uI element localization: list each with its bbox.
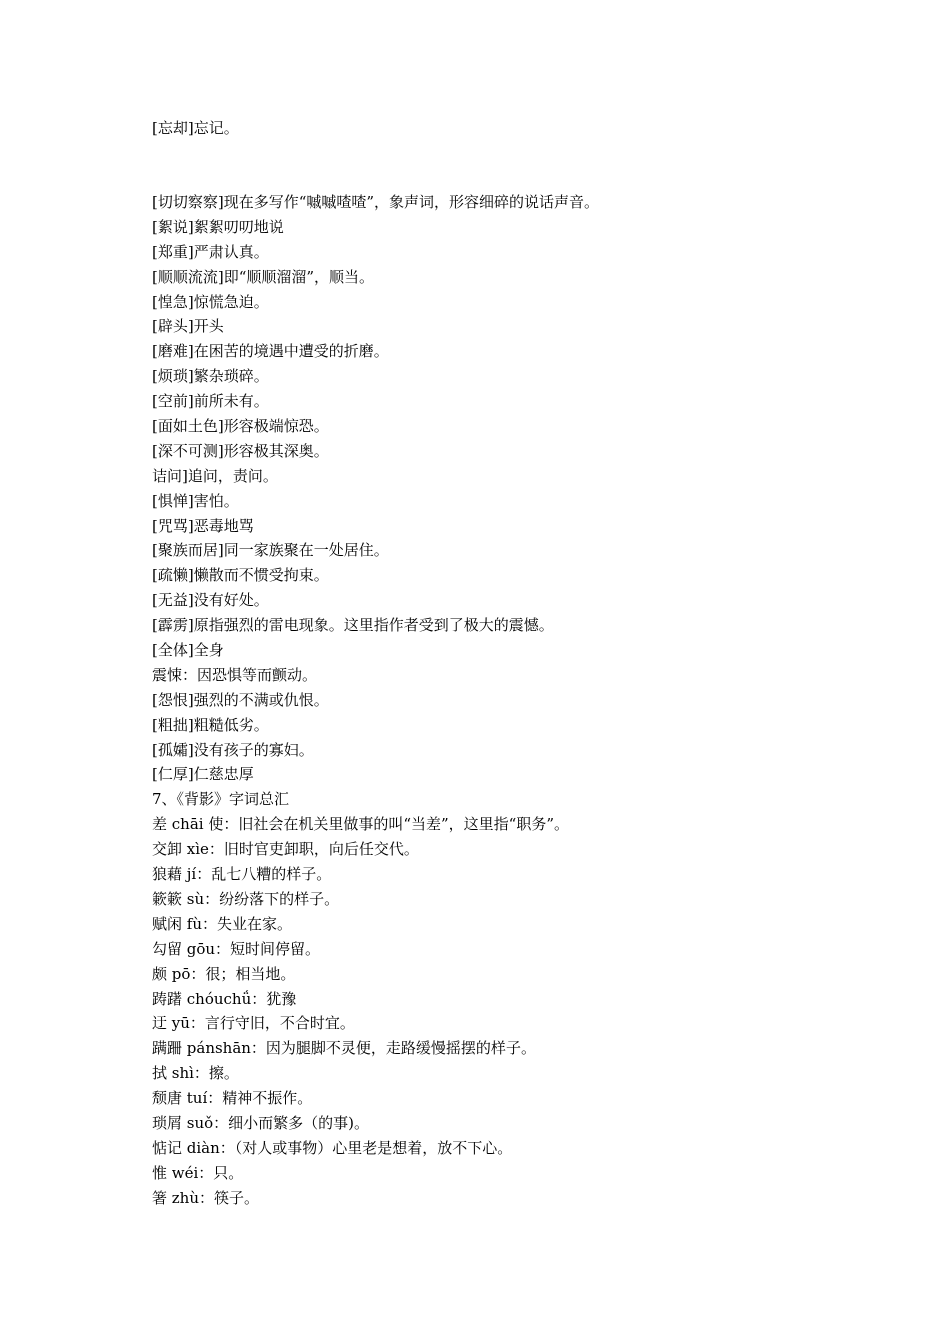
text-line: 诘问]追问，责问。: [152, 466, 278, 485]
text-line: [怨恨]强烈的不满或仇恨。: [152, 690, 329, 709]
text-line: [辟头]开头: [152, 317, 224, 336]
text-line: [全体]全身: [152, 641, 224, 660]
text-line: [惧惮]害怕。: [152, 491, 239, 510]
text-line: 狼藉 jí：乱七八糟的样子。: [152, 865, 332, 884]
text-line: 颓唐 tuí：精神不振作。: [152, 1089, 313, 1108]
text-line: 簌簌 sù：纷纷落下的样子。: [152, 889, 340, 908]
text-line: [无益]没有好处。: [152, 591, 269, 610]
text-line: 赋闲 fù：失业在家。: [152, 914, 292, 933]
text-line: 惦记 diàn：（对人或事物）心里老是想着，放不下心。: [152, 1138, 513, 1157]
text-line: [面如土色]形容极端惊恐。: [152, 417, 329, 436]
text-line: 踌躇 chóuchǘ：犹豫: [152, 989, 297, 1008]
text-line: [郑重]严肃认真。: [152, 242, 269, 261]
text-line: [絮说]絮絮叨叨地说: [152, 217, 284, 236]
text-line: [聚族而居]同一家族聚在一处居住。: [152, 541, 389, 560]
text-line: [孤孀]没有孩子的寡妇。: [152, 740, 314, 759]
text-line: [粗拙]粗糙低劣。: [152, 715, 269, 734]
text-line: 惟 wéi：只。: [152, 1163, 244, 1182]
text-line: 拭 shì：擦。: [152, 1064, 239, 1083]
text-line: 7、《背影》字词总汇: [152, 790, 290, 809]
text-line: 差 chāi 使：旧社会在机关里做事的叫“当差”，这里指“职务”。: [152, 815, 570, 834]
text-line: [仁厚]仁慈忠厚: [152, 765, 254, 784]
text-line: 蹒跚 pánshān：因为腿脚不灵便，走路缓慢摇摆的样子。: [152, 1039, 536, 1058]
text-line: 交卸 xìe：旧时官吏卸职，向后任交代。: [152, 840, 419, 859]
text-line: 颇 pō：很；相当地。: [152, 964, 296, 983]
text-line: [咒骂]恶毒地骂: [152, 516, 254, 535]
text-line: [惶急]惊慌急迫。: [152, 292, 269, 311]
text-line: [空前]前所未有。: [152, 392, 269, 411]
text-line: 震悚：因恐惧等而颤动。: [152, 665, 318, 684]
vocabulary-list: [152, 190, 599, 1211]
text-line: 箸 zhù：筷子。: [152, 1188, 259, 1207]
text-line: [顺顺流流]即“顺顺溜溜”，顺当。: [152, 267, 375, 286]
text-line: [霹雳]原指强烈的雷电现象。这里指作者受到了极大的震憾。: [152, 616, 554, 635]
text-line: 迂 yū：言行守旧，不合时宜。: [152, 1014, 355, 1033]
text-line: [磨难]在困苦的境遇中遭受的折磨。: [152, 342, 389, 361]
text-line: 勾留 gōu：短时间停留。: [152, 939, 321, 958]
text-line: [切切察察]现在多写作“嘁嘁喳喳”，象声词，形容细碎的说话声音。: [152, 193, 600, 211]
text-line: [疏懒]懒散而不惯受拘束。: [152, 566, 329, 585]
text-line: [深不可测]形容极其深奥。: [152, 441, 329, 460]
text-line: [烦琐]繁杂琐碎。: [152, 367, 269, 386]
top-line: [忘却]忘记。: [152, 119, 239, 137]
text-line: 琐屑 suǒ：细小而繁多（的事)。: [152, 1113, 370, 1132]
